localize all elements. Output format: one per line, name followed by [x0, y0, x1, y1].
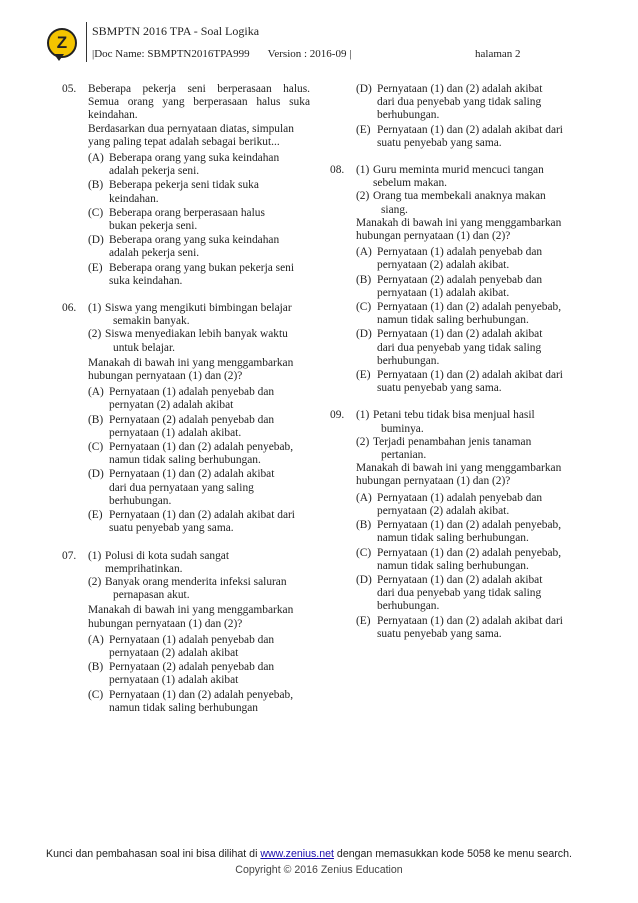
question-number: 09.: [330, 409, 345, 422]
question-08: [330, 164, 600, 395]
question-ask: Manakah di bawah ini yang menggambarkan hubungan pernyataan (1) dan (2)?: [88, 604, 294, 630]
option-e[interactable]: (E) Pernyataan (1) dan (2) adalah akibat dari suatu penyebab yang sama.: [356, 123, 563, 149]
option-b[interactable]: (B) Pernyataan (1) dan (2) adalah penyebab, namun tidak saling berhubungan.: [356, 519, 562, 545]
statement-1: (1) Polusi di kota sudah sangat memprihatinkan.: [88, 549, 230, 575]
option-c[interactable]: (C) Pernyataan (1) dan (2) adalah penyebab, namun tidak saling berhubungan.: [356, 301, 562, 327]
premise-line: Semua orang yang berperasaan halus suka: [88, 96, 310, 109]
logo-letter: Z: [56, 33, 68, 52]
option-c[interactable]: (C) Pernyataan (1) dan (2) adalah penyebab, namun tidak saling berhubungan: [88, 688, 294, 714]
footer-post: dengan memasukkan kode 5058 ke menu search.: [333, 848, 572, 860]
options: [62, 152, 310, 288]
doc-name: |Doc Name: SBMPTN2016TPA999: [92, 48, 250, 60]
question-05: [62, 83, 310, 288]
premise-line: keindahan.: [88, 109, 138, 122]
question-number: 08.: [330, 164, 345, 177]
options: [62, 634, 310, 715]
doc-version: Version : 2016-09 |: [267, 48, 352, 60]
option-b[interactable]: (B) Pernyataan (2) adalah penyebab dan pernyataan (1) adalah akibat.: [356, 273, 543, 299]
options: [330, 246, 600, 395]
header-divider: [86, 22, 87, 62]
option-b[interactable]: (B) Beberapa pekerja seni tidak suka keindahan.: [88, 179, 259, 205]
option-d[interactable]: (D) Beberapa orang yang suka keindahan adalah pekerja seni.: [88, 234, 280, 260]
question-09: [330, 409, 600, 640]
question-number: 06.: [62, 302, 77, 315]
statement-1: (1) Guru meminta murid mencuci tangan sebelum makan.: [356, 164, 544, 190]
option-b[interactable]: (B) Pernyataan (2) adalah penyebab dan pernyataan (1) adalah akibat: [88, 661, 275, 687]
options: [330, 492, 600, 641]
question-number: 07.: [62, 549, 77, 562]
header-title: SBMPTN 2016 TPA - Soal Logika: [92, 24, 260, 38]
option-a[interactable]: (A) Pernyataan (1) adalah penyebab dan pernyataan (2) adalah akibat.: [356, 491, 543, 517]
question-ask: yang paling tepat adalah sebagai berikut...: [88, 135, 280, 148]
option-a[interactable]: (A) Pernyataan (1) adalah penyebab dan pernyatan (2) adalah akibat: [88, 386, 275, 412]
option-a[interactable]: (A) Beberapa orang yang suka keindahan adalah pekerja seni.: [88, 152, 280, 178]
statement-2: (2) Banyak orang menderita infeksi saluran pernapasan akut.: [88, 575, 287, 602]
question-07-continued: [330, 83, 600, 150]
option-c[interactable]: (C) Pernyataan (1) dan (2) adalah penyebab, namun tidak saling berhubungan.: [356, 546, 562, 572]
statement-2: (2) Orang tua membekali anaknya makan siang.: [356, 190, 546, 216]
option-e[interactable]: (E) Pernyataan (1) dan (2) adalah akibat dari suatu penyebab yang sama.: [88, 509, 295, 535]
logo-tail: [54, 54, 64, 61]
question-06: [62, 302, 310, 535]
option-e[interactable]: (E) Beberapa orang yang bukan pekerja seni suka keindahan.: [88, 261, 295, 287]
statement-2: (2) Siswa menyediakan lebih banyak waktu untuk belajar.: [88, 328, 288, 354]
question-ask: Manakah di bawah ini yang menggambarkan hubungan pernyataan (1) dan (2)?: [88, 356, 294, 383]
question-07: [62, 550, 310, 715]
option-d[interactable]: (D) Pernyataan (1) dan (2) adalah akibat dari dua penyebab yang tidak saling berhubungan.: [356, 573, 543, 613]
header-meta: [92, 48, 369, 60]
option-c[interactable]: (C) Beberapa orang berperasaan halus bukan pekerja seni.: [88, 206, 265, 233]
premise-line: Beberapa pekerja seni berperasaan halus.: [88, 83, 310, 95]
statement-1: (1) Petani tebu tidak bisa menjual hasil buminya.: [356, 409, 535, 435]
right-column: [330, 83, 600, 655]
page-number: halaman 2: [475, 48, 521, 60]
option-d[interactable]: (D) Pernyataan (1) dan (2) adalah akibat dari dua penyebab yang tidak saling berhubungan.: [356, 83, 543, 122]
question-ask: Manakah di bawah ini yang menggambarkan hubungan pernyataan (1) dan (2)?: [356, 462, 562, 488]
question-number: 05.: [62, 83, 77, 95]
copyright: Copyright © 2016 Zenius Education: [235, 864, 403, 876]
option-b[interactable]: (B) Pernyataan (2) adalah penyebab dan pernyataan (1) adalah akibat.: [88, 413, 275, 439]
statement-1: (1) Siswa yang mengikuti bimbingan belajar semakin banyak.: [88, 302, 292, 328]
option-d[interactable]: (D) Pernyataan (1) dan (2) adalah akibat dari dua pernyataan yang saling berhubungan.: [88, 468, 275, 507]
option-a[interactable]: (A) Pernyataan (1) adalah penyebab dan pernyataan (2) adalah akibat.: [356, 246, 543, 272]
left-column: [62, 83, 310, 729]
option-c[interactable]: (C) Pernyataan (1) dan (2) adalah penyebab, namun tidak saling berhubungan.: [88, 441, 294, 467]
option-d[interactable]: (D) Pernyataan (1) dan (2) adalah akibat dari dua penyebab yang tidak saling berhubungan.: [356, 328, 543, 367]
option-a[interactable]: (A) Pernyataan (1) adalah penyebab dan pernyataan (2) adalah akibat: [88, 633, 275, 659]
options: [62, 386, 310, 535]
statement-2: (2) Terjadi penambahan jenis tanaman pertanian.: [356, 435, 532, 462]
footer-pre: Kunci dan pembahasan soal ini bisa dilihat di: [46, 848, 261, 860]
option-e[interactable]: (E) Pernyataan (1) dan (2) adalah akibat dari suatu penyebab yang sama.: [356, 369, 563, 395]
option-e[interactable]: (E) Pernyataan (1) dan (2) adalah akibat dari suatu penyebab yang sama.: [356, 614, 563, 640]
footer-note: [46, 848, 572, 860]
zenius-link[interactable]: www.zenius.net: [260, 848, 334, 860]
question-ask: Manakah di bawah ini yang menggambarkan hubungan pernyataan (1) dan (2)?: [356, 216, 562, 243]
question-ask: Berdasarkan dua pernyataan diatas, simpulan: [88, 122, 294, 135]
